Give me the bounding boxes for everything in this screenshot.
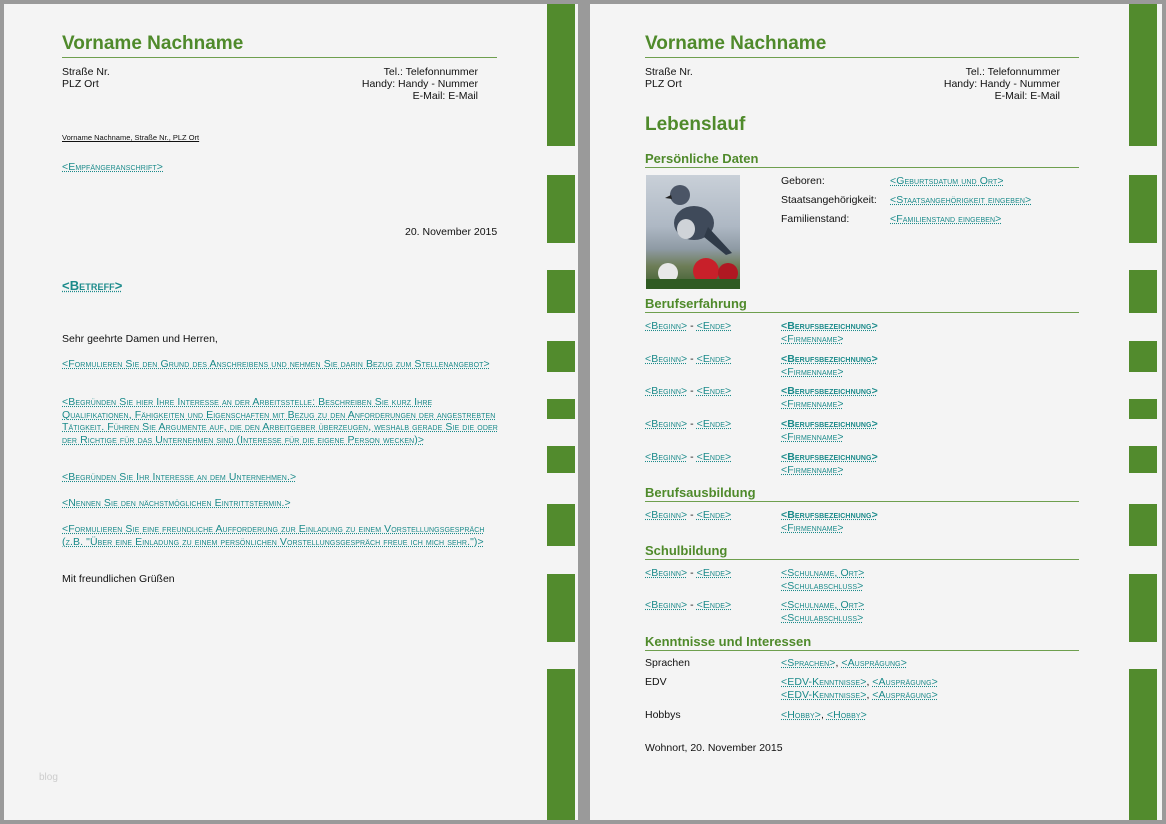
- cv-email: E-Mail: E-Mail: [994, 90, 1060, 102]
- school-name-field[interactable]: <Schulname, Ort>: [781, 599, 865, 611]
- decorative-bar: [547, 669, 575, 820]
- edv-field[interactable]: <EDV-Kenntnisse>: [781, 676, 867, 688]
- letter-city: PLZ Ort: [62, 78, 99, 90]
- decorative-bar: [1129, 4, 1157, 146]
- paragraph-4[interactable]: [62, 497, 502, 510]
- decorative-bar: [1129, 669, 1157, 820]
- section-experience-heading: Berufserfahrung: [645, 296, 1079, 313]
- experience-entry[interactable]: [781, 451, 878, 477]
- date-separator: -: [687, 567, 697, 579]
- personal-label-nationality: Staatsangehörigkeit:: [781, 194, 877, 206]
- letter-email: E-Mail: E-Mail: [412, 90, 478, 102]
- experience-dates[interactable]: [645, 353, 731, 366]
- decorative-bar: [547, 341, 575, 372]
- decorative-bar: [1129, 504, 1157, 546]
- school-entry[interactable]: [781, 567, 864, 593]
- letter-street: Straße Nr.: [62, 66, 110, 78]
- skills-label-languages: Sprachen: [645, 657, 690, 669]
- begin-field[interactable]: <Beginn>: [645, 418, 688, 430]
- skills-edv[interactable]: [781, 676, 938, 702]
- date-separator: -: [687, 418, 697, 430]
- decorative-bars: [1129, 4, 1157, 820]
- comma: ,: [821, 709, 827, 721]
- skills-languages[interactable]: [781, 657, 907, 670]
- recipient-placeholder[interactable]: [62, 161, 502, 174]
- skills-label-edv: EDV: [645, 676, 667, 688]
- end-field[interactable]: <Ende>: [696, 418, 732, 430]
- end-field[interactable]: <Ende>: [696, 385, 732, 397]
- decorative-bar: [547, 446, 575, 473]
- paragraph-1-text[interactable]: <Formulieren Sie den Grund des Anschreibens und nehmen Sie darin Bezug zum Stellenangebot>: [62, 358, 490, 370]
- date-separator: -: [687, 599, 697, 611]
- section-training-heading: Berufsausbildung: [645, 485, 1079, 502]
- watermark: blog: [39, 772, 58, 783]
- edv-level-field[interactable]: <Ausprägung>: [872, 676, 938, 688]
- cv-address: [645, 66, 693, 90]
- school-dates[interactable]: [645, 599, 731, 612]
- decorative-bar: [1129, 574, 1157, 642]
- skills-label-hobbies: Hobbys: [645, 709, 681, 721]
- job-title-field[interactable]: <Berufsbezeichnung>: [781, 451, 878, 463]
- portrait-photo: [646, 175, 740, 289]
- cv-contact: [860, 66, 1060, 102]
- bird-image: [646, 175, 740, 289]
- cv-mobile: Handy: Handy - Nummer: [943, 78, 1060, 90]
- decorative-bar: [547, 270, 575, 313]
- birth-field[interactable]: <Geburtsdatum und Ort>: [890, 175, 1004, 187]
- edv-level-field[interactable]: <Ausprägung>: [872, 689, 938, 701]
- decorative-bar: [547, 574, 575, 642]
- company-field[interactable]: <Firmenname>: [781, 366, 844, 378]
- decorative-bar: [1129, 446, 1157, 473]
- begin-field[interactable]: <Beginn>: [645, 385, 688, 397]
- paragraph-5-text[interactable]: <Formulieren Sie eine freundliche Aufforderung zur Einladung zu einem Vorstellungsgespräch (z.B. "Über eine Einladung zu einem persönlichen Vorstellungsgespräch freue ich mich sehr.")>: [62, 523, 485, 548]
- marital-status-field[interactable]: <Familienstand eingeben>: [890, 213, 1002, 225]
- school-degree-field[interactable]: <Schulabschluss>: [781, 580, 864, 592]
- end-field[interactable]: <Ende>: [696, 320, 732, 332]
- cv-title: Lebenslauf: [645, 114, 746, 135]
- job-title-field[interactable]: <Berufsbezeichnung>: [781, 385, 878, 397]
- subject-field[interactable]: <Betreff>: [62, 278, 123, 293]
- experience-entry[interactable]: [781, 353, 878, 379]
- end-field[interactable]: <Ende>: [696, 599, 732, 611]
- experience-entry[interactable]: [781, 418, 878, 444]
- decorative-bar: [547, 4, 575, 146]
- section-personal-heading: Persönliche Daten: [645, 151, 1079, 168]
- end-field[interactable]: <Ende>: [696, 509, 732, 521]
- date-separator: -: [687, 509, 697, 521]
- company-field[interactable]: <Firmenname>: [781, 431, 844, 443]
- cv-name: Vorname Nachname: [645, 33, 1079, 58]
- recipient-field[interactable]: <Empfängeranschrift>: [62, 161, 163, 173]
- comma: ,: [866, 676, 873, 688]
- job-title-field[interactable]: <Berufsbezeichnung>: [781, 418, 878, 430]
- cover-letter-page: [4, 4, 578, 820]
- letter-address: [62, 66, 110, 90]
- training-entry[interactable]: [781, 509, 878, 535]
- decorative-bar: [547, 399, 575, 419]
- salutation: Sehr geehrte Damen und Herren,: [62, 333, 218, 345]
- nationality-field[interactable]: <Staatsangehörigkeit eingeben>: [890, 194, 1032, 206]
- sender-return-line: Vorname Nachname, Straße Nr., PLZ Ort: [62, 133, 200, 142]
- letter-mobile: Handy: Handy - Nummer: [361, 78, 478, 90]
- experience-dates[interactable]: [645, 451, 731, 464]
- begin-field[interactable]: <Beginn>: [645, 451, 688, 463]
- decorative-bar: [1129, 270, 1157, 313]
- hobby-field[interactable]: <Hobby>: [826, 709, 867, 721]
- school-dates[interactable]: [645, 567, 731, 580]
- decorative-bar: [547, 175, 575, 243]
- hobby-field[interactable]: <Hobby>: [781, 709, 821, 721]
- job-title-field[interactable]: <Berufsbezeichnung>: [781, 509, 878, 521]
- personal-label-status: Familienstand:: [781, 213, 850, 225]
- skills-hobbies[interactable]: [781, 709, 867, 722]
- date-separator: -: [687, 451, 697, 463]
- cv-street: Straße Nr.: [645, 66, 693, 78]
- comma: ,: [866, 689, 873, 701]
- paragraph-1[interactable]: [62, 358, 502, 371]
- experience-entry[interactable]: [781, 320, 878, 346]
- experience-dates[interactable]: [645, 320, 731, 333]
- decorative-bar: [1129, 175, 1157, 243]
- edv-field[interactable]: <EDV-Kenntnisse>: [781, 689, 867, 701]
- paragraph-5[interactable]: [62, 523, 502, 548]
- begin-field[interactable]: <Beginn>: [645, 509, 688, 521]
- begin-field[interactable]: <Beginn>: [645, 320, 688, 332]
- job-title-field[interactable]: <Berufsbezeichnung>: [781, 353, 878, 365]
- language-level-field[interactable]: <Ausprägung>: [841, 657, 907, 669]
- subject-line[interactable]: [62, 278, 122, 293]
- end-field[interactable]: <Ende>: [696, 353, 732, 365]
- experience-entry[interactable]: [781, 385, 878, 411]
- cv-city: PLZ Ort: [645, 78, 682, 90]
- section-skills-heading: Kenntnisse und Interessen: [645, 634, 1079, 651]
- personal-value-nationality[interactable]: [890, 194, 1031, 207]
- experience-dates[interactable]: [645, 418, 731, 431]
- cv-page: [590, 4, 1162, 820]
- personal-value-status[interactable]: [890, 213, 1001, 226]
- letter-date: 20. November 2015: [405, 226, 498, 238]
- school-entry[interactable]: [781, 599, 864, 625]
- training-dates[interactable]: [645, 509, 731, 522]
- letter-contact: [278, 66, 478, 102]
- school-degree-field[interactable]: <Schulabschluss>: [781, 612, 864, 624]
- section-school-heading: Schulbildung: [645, 543, 1079, 560]
- paragraph-4-text[interactable]: <Nennen Sie den nächstmöglichen Eintrittstermin.>: [62, 497, 291, 509]
- language-field[interactable]: <Sprachen>: [781, 657, 836, 669]
- date-separator: -: [687, 320, 697, 332]
- end-field[interactable]: <Ende>: [696, 567, 732, 579]
- cv-footer: Wohnort, 20. November 2015: [645, 742, 783, 754]
- letter-name: Vorname Nachname: [62, 33, 497, 58]
- closing: Mit freundlichen Grüßen: [62, 573, 175, 585]
- decorative-bar: [1129, 341, 1157, 372]
- job-title-field[interactable]: <Berufsbezeichnung>: [781, 320, 878, 332]
- date-separator: -: [687, 385, 697, 397]
- company-field[interactable]: <Firmenname>: [781, 522, 844, 534]
- begin-field[interactable]: <Beginn>: [645, 599, 688, 611]
- end-field[interactable]: <Ende>: [696, 451, 732, 463]
- comma: ,: [835, 657, 842, 669]
- paragraph-2[interactable]: [62, 396, 502, 446]
- company-field[interactable]: <Firmenname>: [781, 464, 844, 476]
- begin-field[interactable]: <Beginn>: [645, 353, 688, 365]
- experience-dates[interactable]: [645, 385, 731, 398]
- paragraph-3-text[interactable]: <Begründen Sie Ihr Interesse an dem Unternehmen.>: [62, 471, 297, 483]
- date-separator: -: [687, 353, 697, 365]
- decorative-bar: [547, 504, 575, 546]
- company-field[interactable]: <Firmenname>: [781, 333, 844, 345]
- begin-field[interactable]: <Beginn>: [645, 567, 688, 579]
- company-field[interactable]: <Firmenname>: [781, 398, 844, 410]
- school-name-field[interactable]: <Schulname, Ort>: [781, 567, 865, 579]
- decorative-bars: [547, 4, 575, 820]
- letter-phone: Tel.: Telefonnummer: [383, 66, 478, 78]
- decorative-bar: [1129, 399, 1157, 419]
- cv-phone: Tel.: Telefonnummer: [965, 66, 1060, 78]
- paragraph-3[interactable]: [62, 471, 502, 484]
- paragraph-2-text[interactable]: <Begründen Sie hier Ihre Interesse an der Arbeitsstelle: Beschreiben Sie kurz Ihre Qualifikationen, Fähigkeiten und Eigenschaften mit Bezug zu den Anforderungen der angestrebten Tätigkeit. Führen Sie Argumente auf, die den Arbeitgeber überzeugen, weshalb gerade Sie die oder der Richtige für das Unternehmen sind (Interesse für die eigene Person wecken)>: [62, 396, 498, 446]
- personal-value-born[interactable]: [890, 175, 1004, 188]
- personal-label-born: Geboren:: [781, 175, 825, 187]
